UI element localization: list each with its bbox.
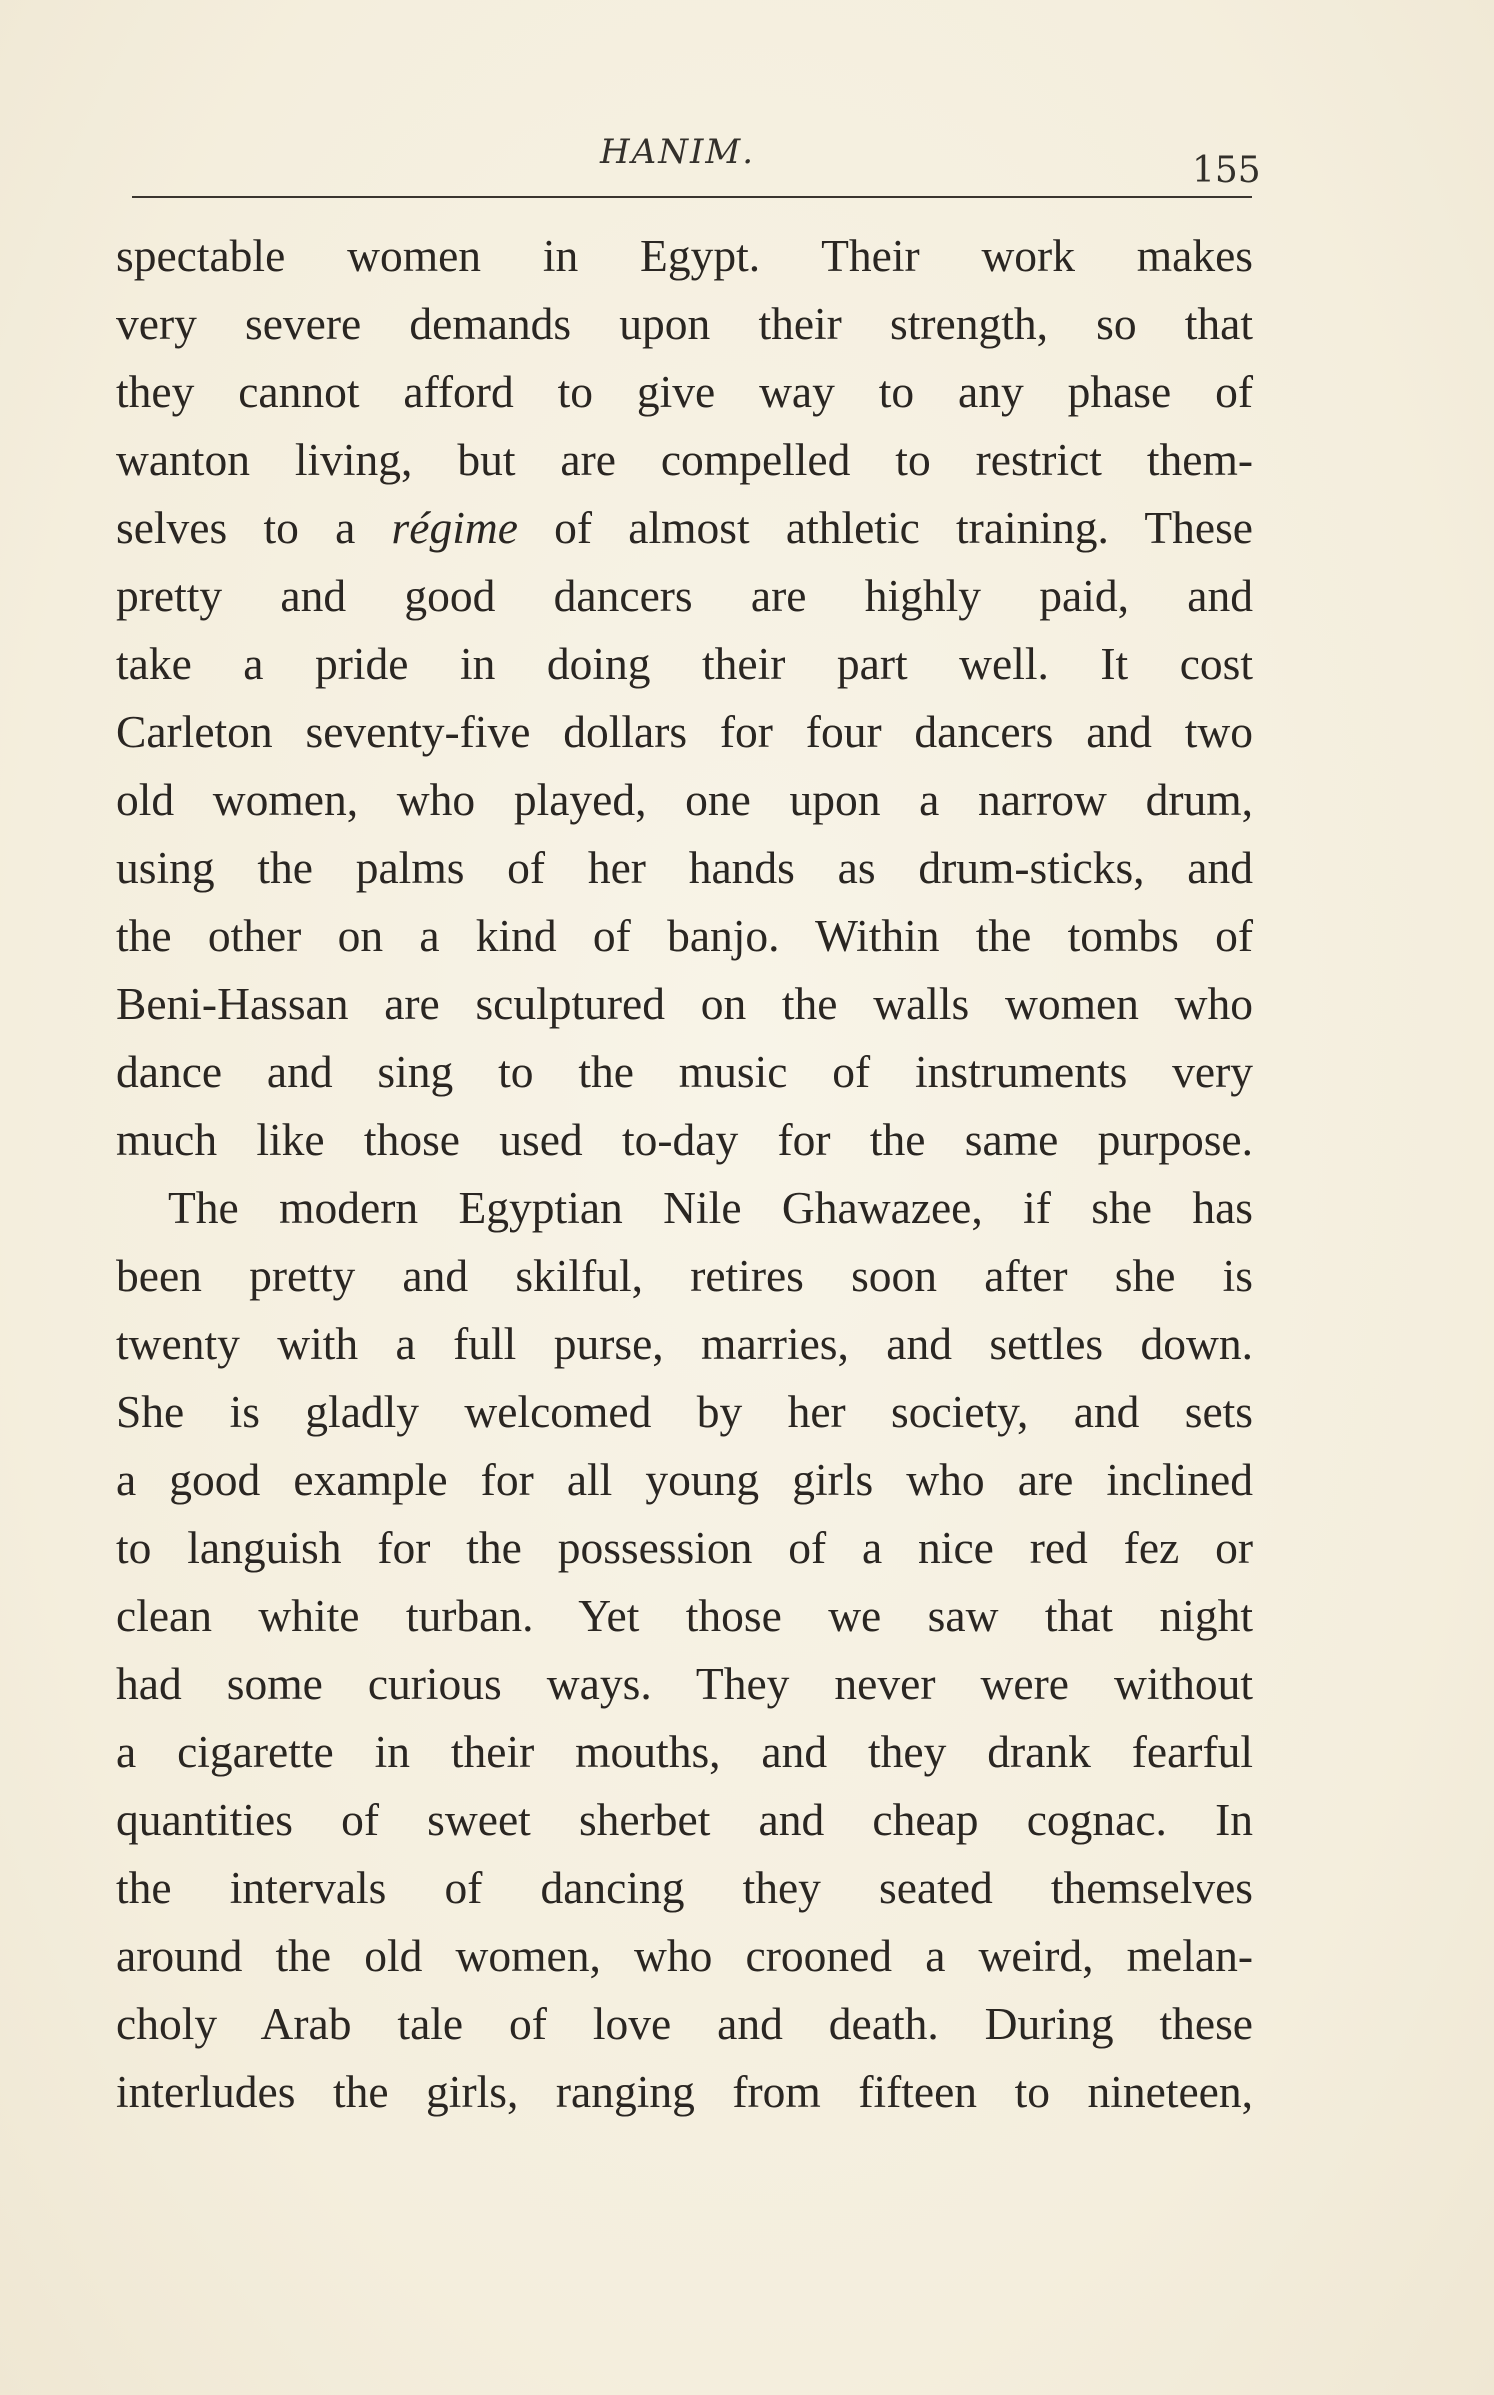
text-line: She is gladly welcomed by her society, and sets <box>116 1386 1253 1437</box>
text-line: The modern Egyptian Nile Ghawazee, if she has <box>168 1182 1253 1233</box>
text-line: wanton living, but are compelled to restrict them- <box>116 434 1253 485</box>
text-line: spectable women in Egypt. Their work makes <box>116 230 1253 281</box>
text-fragment: of almost athletic training. These <box>517 502 1253 553</box>
text-line: the other on a kind of banjo. Within the tombs of <box>116 910 1253 961</box>
text-line: Beni-Hassan are sculptured on the walls women who <box>116 978 1253 1029</box>
text-line: Carleton seventy-five dollars for four dancers and two <box>116 706 1253 757</box>
text-line: using the palms of her hands as drum-sticks, and <box>116 842 1253 893</box>
page-number: 155 <box>1192 150 1261 191</box>
text-line: interludes the girls, ranging from fifteen to nineteen, <box>116 2066 1253 2117</box>
text-line: dance and sing to the music of instruments very <box>116 1046 1253 1097</box>
text-line: choly Arab tale of love and death. During these <box>116 1998 1253 2049</box>
text-line: very severe demands upon their strength, so that <box>116 298 1253 349</box>
italic-word: régime <box>391 502 518 553</box>
text-line: pretty and good dancers are highly paid, and <box>116 570 1253 621</box>
text-line: clean white turban. Yet those we saw that night <box>116 1590 1253 1641</box>
text-line: they cannot afford to give way to any phase of <box>116 366 1253 417</box>
text-fragment: selves to a <box>116 502 392 553</box>
text-line: around the old women, who crooned a weird, melan- <box>116 1930 1253 1981</box>
text-line <box>116 494 1253 562</box>
text-line: been pretty and skilful, retires soon after she is <box>116 1250 1253 1301</box>
text-line: much like those used to-day for the same purpose. <box>116 1114 1253 1165</box>
text-line: the intervals of dancing they seated themselves <box>116 1862 1253 1913</box>
text-line: quantities of sweet sherbet and cheap cognac. In <box>116 1794 1253 1845</box>
text-line: a good example for all young girls who are inclined <box>116 1454 1253 1505</box>
text-line: a cigarette in their mouths, and they drank fearful <box>116 1726 1253 1777</box>
body-text <box>116 222 1253 2126</box>
text-line: twenty with a full purse, marries, and settles down. <box>116 1318 1253 1369</box>
text-line: take a pride in doing their part well. It cost <box>116 638 1253 689</box>
running-head: HANIM. <box>600 132 756 172</box>
header-rule <box>132 196 1252 198</box>
text-line: to languish for the possession of a nice red fez or <box>116 1522 1253 1573</box>
text-line: had some curious ways. They never were without <box>116 1658 1253 1709</box>
text-line: old women, who played, one upon a narrow drum, <box>116 774 1253 825</box>
